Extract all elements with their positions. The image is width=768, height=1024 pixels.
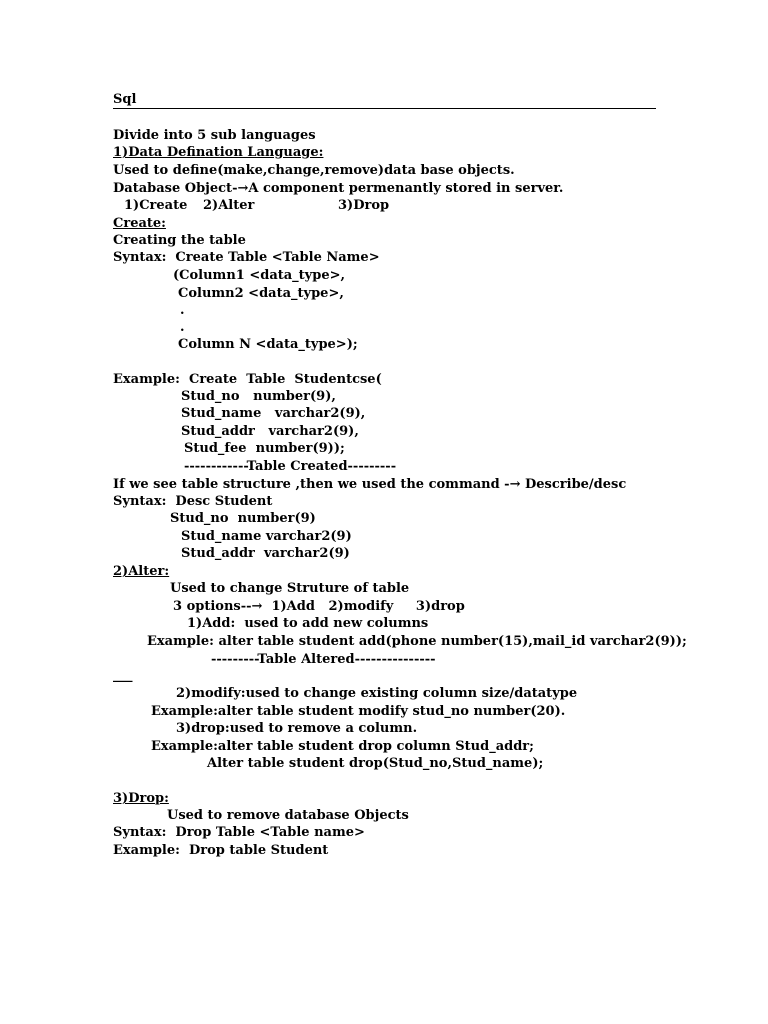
- example-column-stud-no: Stud_no number(9),: [181, 389, 336, 404]
- continuation-underscore: ___: [113, 668, 133, 683]
- ddl-command-drop: 3)Drop: [338, 198, 390, 213]
- title-rule: [113, 108, 656, 109]
- alter-modify-description: 2)modify:used to change existing column size/datatype: [176, 686, 578, 701]
- ddl-command-alter: 2)Alter: [203, 198, 255, 213]
- ddl-command-create: 1)Create: [124, 198, 188, 213]
- example-column-stud-fee: Stud_fee number(9));: [184, 441, 345, 456]
- ddl-description: Used to define(make,change,remove)data base objects.: [113, 163, 515, 178]
- drop-syntax: Syntax: Drop Table <Table name>: [113, 825, 365, 840]
- drop-example: Example: Drop table Student: [113, 843, 329, 858]
- example-column-stud-name: Stud_name varchar2(9),: [181, 406, 366, 421]
- describe-row-stud-addr: Stud_addr varchar2(9): [181, 546, 350, 561]
- example-column-stud-addr: Stud_addr varchar2(9),: [181, 424, 359, 439]
- alter-description: Used to change Struture of table: [170, 581, 410, 596]
- describe-intro: If we see table structure ,then we used the command -→ Describe/desc: [113, 477, 627, 492]
- intro-line: Divide into 5 sub languages: [113, 128, 316, 143]
- alter-options: 3 options--→ 1)Add 2)modify 3)drop: [173, 599, 465, 614]
- syntax-column-n: Column N <data_type>);: [178, 337, 358, 352]
- alter-drop-example: Example:alter table student drop column Stud_addr;: [151, 739, 534, 754]
- alter-drop-example-multi: Alter table student drop(Stud_no,Stud_name);: [207, 756, 544, 771]
- drop-heading: 3)Drop:: [113, 791, 169, 806]
- database-object-definition: Database Object-→A component permenantly stored in server.: [113, 181, 564, 196]
- alter-drop-description: 3)drop:used to remove a column.: [176, 721, 418, 736]
- create-syntax: Syntax: Create Table <Table Name>: [113, 250, 380, 265]
- describe-syntax: Syntax: Desc Student: [113, 494, 273, 509]
- section-ddl-heading: 1)Data Defination Language:: [113, 145, 324, 160]
- create-heading: Create:: [113, 216, 166, 231]
- alter-add-description: 1)Add: used to add new columns: [187, 616, 429, 631]
- syntax-column-2: Column2 <data_type>,: [178, 286, 344, 301]
- syntax-ellipsis-dot: .: [180, 303, 185, 318]
- create-description: Creating the table: [113, 233, 246, 248]
- alter-heading: 2)Alter:: [113, 564, 170, 579]
- table-altered-message: ---------Table Altered---------------: [211, 652, 436, 667]
- alter-modify-example: Example:alter table student modify stud_no number(20).: [151, 704, 566, 719]
- describe-row-stud-name: Stud_name varchar2(9): [181, 529, 352, 544]
- describe-row-stud-no: Stud_no number(9): [170, 511, 316, 526]
- syntax-ellipsis-dot: .: [180, 320, 185, 335]
- table-created-message: ------------Table Created---------: [184, 459, 397, 474]
- syntax-column-1: (Column1 <data_type>,: [173, 268, 346, 283]
- document-title: Sql: [113, 92, 137, 107]
- drop-description: Used to remove database Objects: [167, 808, 409, 823]
- create-example: Example: Create Table Studentcse(: [113, 372, 382, 387]
- alter-add-example: Example: alter table student add(phone number(15),mail_id varchar2(9));: [147, 634, 687, 649]
